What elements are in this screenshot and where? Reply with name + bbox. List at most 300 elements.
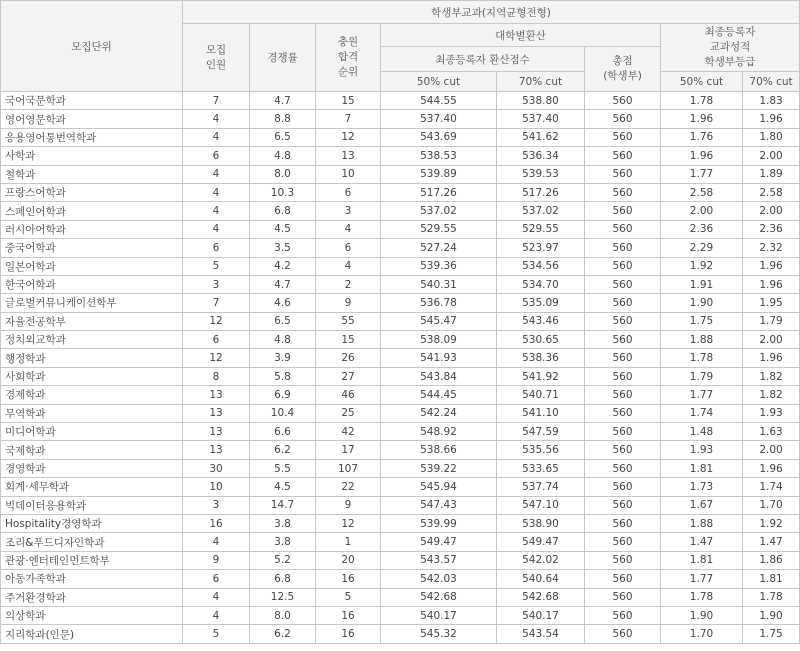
quota-cell: 6 [183, 331, 250, 349]
waitlist-rank-cell: 13 [316, 147, 381, 165]
dept-cell: 스페인어학과 [1, 202, 183, 220]
total-score-cell: 560 [585, 551, 661, 569]
header-waitlist-line2: 합격 [337, 51, 359, 63]
quota-cell: 4 [183, 606, 250, 624]
dept-cell: 회계·세무학과 [1, 478, 183, 496]
waitlist-rank-cell: 42 [316, 423, 381, 441]
table-row [1, 423, 800, 441]
total-score-cell: 560 [585, 183, 661, 201]
table-row [1, 367, 800, 385]
waitlist-rank-cell: 9 [316, 294, 381, 312]
competition-cell: 5.2 [250, 551, 316, 569]
score-50-cut-cell: 517.26 [381, 183, 497, 201]
score-50-cut-cell: 538.09 [381, 331, 497, 349]
competition-cell: 5.8 [250, 367, 316, 385]
header-score-50-cut: 50% cut [381, 72, 497, 92]
competition-cell: 8.0 [250, 165, 316, 183]
dept-cell: 조리&푸드디자인학과 [1, 533, 183, 551]
total-score-cell: 560 [585, 92, 661, 110]
competition-cell: 4.8 [250, 147, 316, 165]
score-70-cut-cell: 529.55 [497, 220, 585, 238]
score-70-cut-cell: 540.71 [497, 386, 585, 404]
dept-cell: 사학과 [1, 147, 183, 165]
dept-cell: 러시아어학과 [1, 220, 183, 238]
table-row [1, 441, 800, 459]
total-score-cell: 560 [585, 570, 661, 588]
grade-70-cut-cell: 1.70 [743, 496, 800, 514]
score-50-cut-cell: 539.36 [381, 257, 497, 275]
score-70-cut-cell: 549.47 [497, 533, 585, 551]
dept-cell: 국제학과 [1, 441, 183, 459]
waitlist-rank-cell: 6 [316, 239, 381, 257]
score-70-cut-cell: 537.02 [497, 202, 585, 220]
quota-cell: 3 [183, 275, 250, 293]
table-row [1, 459, 800, 477]
quota-cell: 4 [183, 165, 250, 183]
score-50-cut-cell: 543.57 [381, 551, 497, 569]
total-score-cell: 560 [585, 202, 661, 220]
score-50-cut-cell: 543.69 [381, 128, 497, 146]
quota-cell: 12 [183, 349, 250, 367]
grade-50-cut-cell: 2.29 [661, 239, 743, 257]
grade-50-cut-cell: 1.81 [661, 551, 743, 569]
total-score-cell: 560 [585, 459, 661, 477]
grade-70-cut-cell: 1.79 [743, 312, 800, 330]
score-70-cut-cell: 536.34 [497, 147, 585, 165]
quota-cell: 9 [183, 551, 250, 569]
competition-cell: 6.2 [250, 441, 316, 459]
score-70-cut-cell: 540.64 [497, 570, 585, 588]
score-70-cut-cell: 543.46 [497, 312, 585, 330]
waitlist-rank-cell: 20 [316, 551, 381, 569]
header-total [585, 47, 661, 92]
dept-cell: 정치외교학과 [1, 331, 183, 349]
score-50-cut-cell: 540.17 [381, 606, 497, 624]
table-row [1, 275, 800, 293]
grade-50-cut-cell: 1.90 [661, 606, 743, 624]
header-waitlist-line3: 순위 [337, 66, 359, 78]
waitlist-rank-cell: 3 [316, 202, 381, 220]
total-score-cell: 560 [585, 257, 661, 275]
table-row [1, 331, 800, 349]
header-total-line2: (학생부) [603, 70, 642, 82]
competition-cell: 4.8 [250, 331, 316, 349]
grade-50-cut-cell: 1.90 [661, 294, 743, 312]
score-70-cut-cell: 533.65 [497, 459, 585, 477]
score-50-cut-cell: 549.47 [381, 533, 497, 551]
waitlist-rank-cell: 4 [316, 257, 381, 275]
waitlist-rank-cell: 16 [316, 606, 381, 624]
competition-cell: 4.7 [250, 92, 316, 110]
dept-cell: 경제학과 [1, 386, 183, 404]
grade-70-cut-cell: 1.96 [743, 257, 800, 275]
grade-70-cut-cell: 1.81 [743, 570, 800, 588]
grade-50-cut-cell: 1.79 [661, 367, 743, 385]
total-score-cell: 560 [585, 294, 661, 312]
table-row [1, 551, 800, 569]
quota-cell: 5 [183, 257, 250, 275]
waitlist-rank-cell: 25 [316, 404, 381, 422]
score-50-cut-cell: 542.24 [381, 404, 497, 422]
score-70-cut-cell: 547.10 [497, 496, 585, 514]
quota-cell: 7 [183, 92, 250, 110]
score-50-cut-cell: 537.40 [381, 110, 497, 128]
grade-70-cut-cell: 1.86 [743, 551, 800, 569]
quota-cell: 12 [183, 312, 250, 330]
dept-cell: 관광·엔터테인먼트학부 [1, 551, 183, 569]
grade-50-cut-cell: 1.75 [661, 312, 743, 330]
dept-cell: 사회학과 [1, 367, 183, 385]
table-row [1, 404, 800, 422]
dept-cell: 미디어학과 [1, 423, 183, 441]
header-final-grade [661, 24, 800, 72]
score-50-cut-cell: 540.31 [381, 275, 497, 293]
quota-cell: 4 [183, 533, 250, 551]
quota-cell: 8 [183, 367, 250, 385]
competition-cell: 8.8 [250, 110, 316, 128]
grade-50-cut-cell: 1.96 [661, 110, 743, 128]
score-70-cut-cell: 523.97 [497, 239, 585, 257]
score-50-cut-cell: 539.89 [381, 165, 497, 183]
header-grade-50-cut: 50% cut [661, 72, 743, 92]
score-70-cut-cell: 535.56 [497, 441, 585, 459]
waitlist-rank-cell: 26 [316, 349, 381, 367]
score-70-cut-cell: 538.90 [497, 514, 585, 532]
competition-cell: 3.8 [250, 533, 316, 551]
grade-70-cut-cell: 1.90 [743, 606, 800, 624]
score-50-cut-cell: 547.43 [381, 496, 497, 514]
score-50-cut-cell: 538.53 [381, 147, 497, 165]
quota-cell: 4 [183, 202, 250, 220]
table-row [1, 165, 800, 183]
table-row [1, 478, 800, 496]
score-50-cut-cell: 537.02 [381, 202, 497, 220]
total-score-cell: 560 [585, 588, 661, 606]
grade-70-cut-cell: 1.96 [743, 349, 800, 367]
grade-70-cut-cell: 1.89 [743, 165, 800, 183]
quota-cell: 13 [183, 441, 250, 459]
waitlist-rank-cell: 12 [316, 128, 381, 146]
dept-cell: 무역학과 [1, 404, 183, 422]
score-50-cut-cell: 545.94 [381, 478, 497, 496]
competition-cell: 3.8 [250, 514, 316, 532]
header-final-grade-line1: 최종등록자 [704, 26, 756, 38]
total-score-cell: 560 [585, 275, 661, 293]
competition-cell: 8.0 [250, 606, 316, 624]
dept-cell: 의상학과 [1, 606, 183, 624]
grade-70-cut-cell: 2.00 [743, 147, 800, 165]
quota-cell: 13 [183, 386, 250, 404]
competition-cell: 10.4 [250, 404, 316, 422]
waitlist-rank-cell: 16 [316, 625, 381, 643]
total-score-cell: 560 [585, 478, 661, 496]
competition-cell: 3.5 [250, 239, 316, 257]
score-70-cut-cell: 540.17 [497, 606, 585, 624]
header-competition: 경쟁률 [250, 24, 316, 92]
header-grade-70-cut: 70% cut [743, 72, 800, 92]
grade-70-cut-cell: 1.47 [743, 533, 800, 551]
waitlist-rank-cell: 9 [316, 496, 381, 514]
grade-50-cut-cell: 2.58 [661, 183, 743, 201]
quota-cell: 5 [183, 625, 250, 643]
score-70-cut-cell: 541.10 [497, 404, 585, 422]
grade-70-cut-cell: 1.93 [743, 404, 800, 422]
competition-cell: 4.2 [250, 257, 316, 275]
dept-cell: 영어영문학과 [1, 110, 183, 128]
grade-70-cut-cell: 1.96 [743, 110, 800, 128]
score-50-cut-cell: 543.84 [381, 367, 497, 385]
grade-50-cut-cell: 1.88 [661, 331, 743, 349]
dept-cell: 빅데이터응용학과 [1, 496, 183, 514]
competition-cell: 5.5 [250, 459, 316, 477]
quota-cell: 16 [183, 514, 250, 532]
waitlist-rank-cell: 5 [316, 588, 381, 606]
total-score-cell: 560 [585, 606, 661, 624]
dept-cell: 아동가족학과 [1, 570, 183, 588]
score-50-cut-cell: 544.45 [381, 386, 497, 404]
dept-cell: 행정학과 [1, 349, 183, 367]
score-50-cut-cell: 527.24 [381, 239, 497, 257]
grade-50-cut-cell: 1.67 [661, 496, 743, 514]
competition-cell: 10.3 [250, 183, 316, 201]
quota-cell: 3 [183, 496, 250, 514]
header-score-70-cut: 70% cut [497, 72, 585, 92]
waitlist-rank-cell: 15 [316, 331, 381, 349]
total-score-cell: 560 [585, 147, 661, 165]
competition-cell: 6.5 [250, 128, 316, 146]
score-50-cut-cell: 542.03 [381, 570, 497, 588]
grade-50-cut-cell: 1.81 [661, 459, 743, 477]
grade-70-cut-cell: 1.74 [743, 478, 800, 496]
waitlist-rank-cell: 16 [316, 570, 381, 588]
grade-70-cut-cell: 2.36 [743, 220, 800, 238]
score-70-cut-cell: 543.54 [497, 625, 585, 643]
header-quota [183, 24, 250, 92]
grade-50-cut-cell: 1.48 [661, 423, 743, 441]
quota-cell: 6 [183, 570, 250, 588]
competition-cell: 6.8 [250, 570, 316, 588]
score-50-cut-cell: 545.32 [381, 625, 497, 643]
score-70-cut-cell: 534.70 [497, 275, 585, 293]
score-50-cut-cell: 545.47 [381, 312, 497, 330]
grade-70-cut-cell: 1.75 [743, 625, 800, 643]
score-70-cut-cell: 542.02 [497, 551, 585, 569]
score-50-cut-cell: 542.68 [381, 588, 497, 606]
total-score-cell: 560 [585, 220, 661, 238]
table-row [1, 349, 800, 367]
table-row [1, 588, 800, 606]
quota-cell: 4 [183, 220, 250, 238]
total-score-cell: 560 [585, 128, 661, 146]
grade-50-cut-cell: 1.78 [661, 92, 743, 110]
competition-cell: 4.7 [250, 275, 316, 293]
competition-cell: 12.5 [250, 588, 316, 606]
grade-50-cut-cell: 1.73 [661, 478, 743, 496]
table-row [1, 312, 800, 330]
table-header [1, 1, 800, 92]
table-row [1, 183, 800, 201]
total-score-cell: 560 [585, 533, 661, 551]
grade-70-cut-cell: 1.83 [743, 92, 800, 110]
grade-70-cut-cell: 2.00 [743, 441, 800, 459]
total-score-cell: 560 [585, 165, 661, 183]
score-50-cut-cell: 539.22 [381, 459, 497, 477]
dept-cell: 국어국문학과 [1, 92, 183, 110]
dept-cell: 글로벌커뮤니케이션학부 [1, 294, 183, 312]
grade-70-cut-cell: 1.95 [743, 294, 800, 312]
score-50-cut-cell: 536.78 [381, 294, 497, 312]
grade-50-cut-cell: 1.47 [661, 533, 743, 551]
quota-cell: 4 [183, 110, 250, 128]
score-50-cut-cell: 548.92 [381, 423, 497, 441]
header-final-grade-line3: 학생부등급 [704, 56, 756, 68]
grade-70-cut-cell: 1.80 [743, 128, 800, 146]
table-row [1, 514, 800, 532]
score-70-cut-cell: 530.65 [497, 331, 585, 349]
grade-50-cut-cell: 1.88 [661, 514, 743, 532]
waitlist-rank-cell: 10 [316, 165, 381, 183]
score-70-cut-cell: 537.40 [497, 110, 585, 128]
grade-50-cut-cell: 1.77 [661, 386, 743, 404]
waitlist-rank-cell: 15 [316, 92, 381, 110]
grade-50-cut-cell: 1.78 [661, 588, 743, 606]
dept-cell: 일본어학과 [1, 257, 183, 275]
header-dept: 모집단위 [1, 1, 183, 92]
grade-70-cut-cell: 1.96 [743, 275, 800, 293]
grade-50-cut-cell: 1.74 [661, 404, 743, 422]
header-total-line1: 총점 [612, 55, 633, 67]
grade-50-cut-cell: 1.96 [661, 147, 743, 165]
table-row [1, 496, 800, 514]
table-row [1, 92, 800, 110]
quota-cell: 13 [183, 404, 250, 422]
quota-cell: 4 [183, 588, 250, 606]
score-70-cut-cell: 538.36 [497, 349, 585, 367]
dept-cell: 응용영어통번역학과 [1, 128, 183, 146]
waitlist-rank-cell: 55 [316, 312, 381, 330]
score-70-cut-cell: 539.53 [497, 165, 585, 183]
dept-cell: 철학과 [1, 165, 183, 183]
grade-70-cut-cell: 2.00 [743, 202, 800, 220]
total-score-cell: 560 [585, 496, 661, 514]
waitlist-rank-cell: 27 [316, 367, 381, 385]
score-70-cut-cell: 541.62 [497, 128, 585, 146]
competition-cell: 4.6 [250, 294, 316, 312]
score-70-cut-cell: 517.26 [497, 183, 585, 201]
table-row [1, 606, 800, 624]
competition-cell: 6.9 [250, 386, 316, 404]
quota-cell: 6 [183, 147, 250, 165]
waitlist-rank-cell: 46 [316, 386, 381, 404]
dept-cell: Hospitality경영학과 [1, 514, 183, 532]
table-row [1, 257, 800, 275]
header-quota-line2: 인원 [205, 58, 227, 71]
table-row [1, 220, 800, 238]
waitlist-rank-cell: 1 [316, 533, 381, 551]
total-score-cell: 560 [585, 367, 661, 385]
total-score-cell: 560 [585, 441, 661, 459]
grade-50-cut-cell: 1.91 [661, 275, 743, 293]
competition-cell: 6.8 [250, 202, 316, 220]
quota-cell: 13 [183, 423, 250, 441]
table-row [1, 128, 800, 146]
dept-cell: 지리학과(인문) [1, 625, 183, 643]
table-row [1, 294, 800, 312]
total-score-cell: 560 [585, 312, 661, 330]
waitlist-rank-cell: 22 [316, 478, 381, 496]
grade-50-cut-cell: 1.77 [661, 165, 743, 183]
dept-cell: 중국어학과 [1, 239, 183, 257]
grade-50-cut-cell: 1.70 [661, 625, 743, 643]
dept-cell: 경영학과 [1, 459, 183, 477]
score-50-cut-cell: 529.55 [381, 220, 497, 238]
table-body [1, 92, 800, 644]
total-score-cell: 560 [585, 404, 661, 422]
waitlist-rank-cell: 4 [316, 220, 381, 238]
quota-cell: 10 [183, 478, 250, 496]
total-score-cell: 560 [585, 514, 661, 532]
table-row [1, 533, 800, 551]
competition-cell: 6.2 [250, 625, 316, 643]
competition-cell: 6.5 [250, 312, 316, 330]
grade-70-cut-cell: 2.58 [743, 183, 800, 201]
score-50-cut-cell: 541.93 [381, 349, 497, 367]
score-50-cut-cell: 544.55 [381, 92, 497, 110]
waitlist-rank-cell: 2 [316, 275, 381, 293]
dept-cell: 한국어학과 [1, 275, 183, 293]
grade-70-cut-cell: 1.63 [743, 423, 800, 441]
total-score-cell: 560 [585, 625, 661, 643]
waitlist-rank-cell: 107 [316, 459, 381, 477]
header-final-grade-line2: 교과성적 [709, 41, 751, 53]
header-waitlist-line1: 충원 [337, 36, 359, 48]
quota-cell: 7 [183, 294, 250, 312]
total-score-cell: 560 [585, 349, 661, 367]
table-row [1, 147, 800, 165]
table-row [1, 386, 800, 404]
total-score-cell: 560 [585, 331, 661, 349]
grade-50-cut-cell: 1.78 [661, 349, 743, 367]
quota-cell: 4 [183, 183, 250, 201]
grade-50-cut-cell: 1.92 [661, 257, 743, 275]
quota-cell: 6 [183, 239, 250, 257]
grade-50-cut-cell: 2.36 [661, 220, 743, 238]
table-row [1, 110, 800, 128]
grade-70-cut-cell: 2.32 [743, 239, 800, 257]
grade-70-cut-cell: 1.82 [743, 386, 800, 404]
score-70-cut-cell: 547.59 [497, 423, 585, 441]
waitlist-rank-cell: 17 [316, 441, 381, 459]
header-final-conversion: 최종등록자 환산점수 [381, 47, 585, 72]
table-row [1, 625, 800, 643]
dept-cell: 자율전공학부 [1, 312, 183, 330]
quota-cell: 30 [183, 459, 250, 477]
competition-cell: 14.7 [250, 496, 316, 514]
table-row [1, 202, 800, 220]
quota-cell: 4 [183, 128, 250, 146]
total-score-cell: 560 [585, 423, 661, 441]
waitlist-rank-cell: 6 [316, 183, 381, 201]
header-quota-line1: 모집 [205, 43, 227, 56]
score-70-cut-cell: 538.80 [497, 92, 585, 110]
header-univ-conversion: 대학별환산 [381, 24, 661, 47]
total-score-cell: 560 [585, 386, 661, 404]
header-waitlist [316, 24, 381, 92]
competition-cell: 4.5 [250, 478, 316, 496]
score-50-cut-cell: 538.66 [381, 441, 497, 459]
header-group-main: 학생부교과(지역균형전형) [183, 1, 800, 24]
score-70-cut-cell: 535.09 [497, 294, 585, 312]
